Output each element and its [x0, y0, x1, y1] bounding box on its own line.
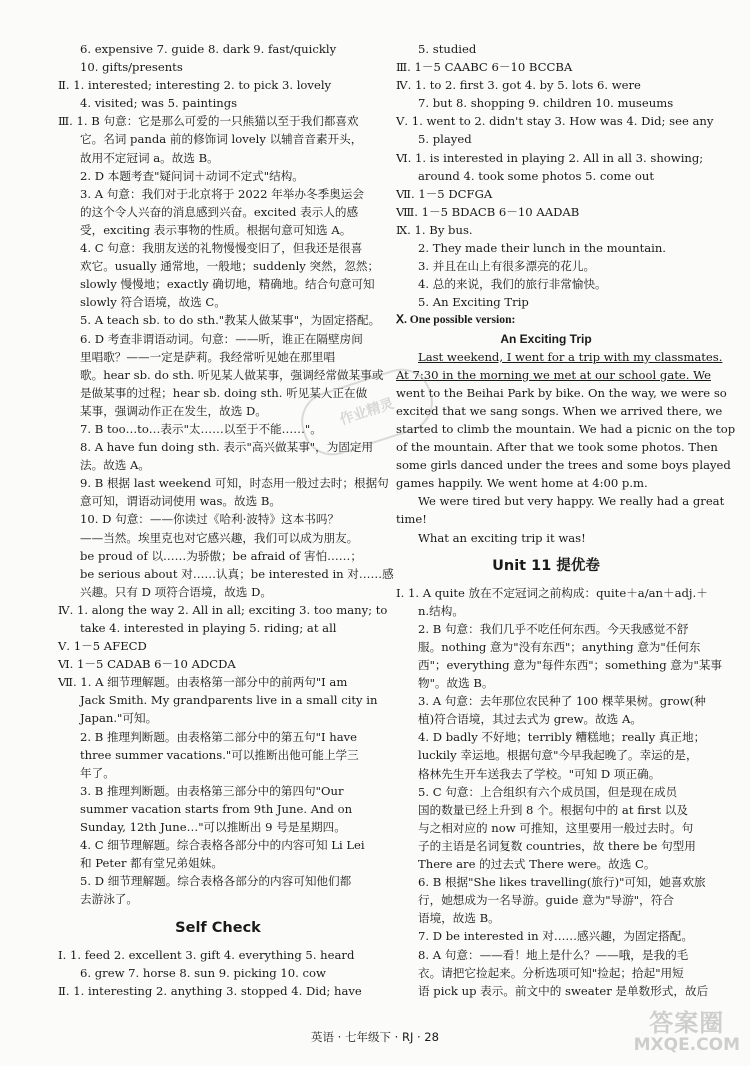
answer-line: Ⅵ. 1. is interested in playing 2. All in all 3. showing; — [396, 150, 704, 165]
answer-line: 某事，强调动作正在发生，故选 D。 — [80, 403, 267, 418]
answer-line: 歌。hear sb. do sth. 听见某人做某事，强调经常做某事或 — [80, 367, 384, 382]
answer-line: 3. A 句意：去年那位农民种了 100 棵苹果树。grow(种 — [418, 694, 706, 709]
answer-line: 服。nothing 意为"没有东西"；anything 意为"任何东 — [418, 639, 701, 654]
answer-line: 兴趣。只有 D 项符合语境，故选 D。 — [80, 584, 272, 599]
answer-line: 2. They made their lunch in the mountain. — [418, 241, 666, 256]
answer-line: 6. expensive 7. guide 8. dark 9. fast/quickly — [80, 42, 337, 56]
answer-line: 3. A 句意：我们对于北京将于 2022 年举办冬季奥运会 — [80, 186, 364, 201]
answer-line: 4. C 句意：我朋友送的礼物慢慢变旧了，但我还是很喜 — [80, 241, 363, 256]
answer-line: 7. B too…to…表示"太……以至于不能……"。 — [80, 421, 322, 436]
answer-line: 7. D be interested in 对……感兴趣，为固定搭配。 — [418, 929, 693, 944]
answer-line: 意可知，谓语动词使用 was。故选 B。 — [80, 494, 281, 509]
answer-line: Ⅸ. 1. By bus. — [396, 222, 473, 237]
answer-line: ——当然。埃里克也对它感兴趣，我们可以成为朋友。 — [80, 530, 359, 545]
answer-line: 2. D 本题考查"疑问词＋动词不定式"结构。 — [80, 168, 304, 183]
answer-line: 8. A have fun doing sth. 表示"高兴做某事"，为固定用 — [80, 440, 374, 455]
essay-line: time! — [396, 512, 427, 527]
answer-line: 去游泳了。 — [80, 892, 138, 907]
essay-line: What an exciting trip it was! — [418, 530, 586, 545]
answer-line: 里唱歌？——一定是萨莉。我经常听见她在那里唱 — [80, 349, 336, 364]
answer-line: 5. studied — [418, 42, 477, 56]
essay-line-text: started to climb the mountain. We had a picnic on the top — [396, 421, 736, 436]
answer-line: Ⅴ. 1－5 AFECD — [58, 639, 147, 654]
answer-line: 年了。 — [80, 765, 115, 780]
essay-line: We were tired but very happy. We really had a great — [418, 494, 725, 509]
left-column — [58, 40, 394, 1000]
answer-line: 9. B 根据 last weekend 可知，时态用一般过去时；根据句 — [80, 476, 389, 491]
answer-line: 5. played — [418, 132, 472, 147]
answer-line: Jack Smith. My grandparents live in a small city in — [80, 693, 378, 708]
essay-line — [396, 474, 696, 492]
answer-line: 7. but 8. shopping 9. children 10. museums — [418, 96, 674, 111]
answer-line: 子的主语是名词复数 countries，故 there be 句型用 — [418, 838, 696, 853]
answer-line: 国的数量已经上升到 8 个。根据句中的 at first 以及 — [418, 802, 688, 817]
answer-line: 6. B 根据"She likes travelling(旅行)"可知，她喜欢旅 — [418, 875, 706, 890]
answer-line: n.结构。 — [418, 603, 464, 618]
answer-line: 5. C 句意：上合组织有六个成员国，但是现在成员 — [418, 784, 678, 799]
answer-line: Ⅶ. 1－5 DCFGA — [396, 186, 493, 201]
writing-label: Ⅹ. One possible version: — [396, 313, 516, 327]
answer-line: Ⅲ. 1－5 CAABC 6－10 BCCBA — [396, 60, 573, 75]
essay-line — [396, 366, 711, 384]
answer-line: 6. grew 7. horse 8. sun 9. picking 10. cow — [80, 965, 326, 980]
essay-line — [396, 456, 731, 474]
answer-line: Ⅳ. 1. to 2. first 3. got 4. by 5. lots 6. were — [396, 78, 641, 93]
answer-line: be proud of 以……为骄傲；be afraid of 害怕……； — [80, 548, 362, 563]
watermark-line2: MXQE.COM — [633, 1035, 740, 1055]
right-column — [396, 40, 736, 1000]
answer-line: 5. D 细节理解题。综合表格各部分的内容可知他们都 — [80, 874, 352, 889]
answer-line: 故用不定冠词 a。故选 B。 — [80, 150, 219, 165]
essay-line — [396, 438, 718, 456]
essay-line-text: of the mountain. After that we took some photos. Then — [396, 440, 718, 455]
answer-line: Ⅴ. 1. went to 2. didn't stay 3. How was 4. Did; see any — [396, 114, 714, 129]
answer-line: 西"；everything 意为"每件东西"；something 意为"某事 — [418, 658, 723, 672]
answer-line: Ⅶ. 1. A 细节理解题。由表格第一部分中的前两句"I am — [58, 675, 348, 690]
answer-line: 4. D badly 不好地；terribly 糟糕地；really 真正地； — [418, 730, 706, 745]
answer-line: 语境，故选 B。 — [418, 911, 500, 926]
answer-line: 是做某事的过程；hear sb. doing sth. 听见某人正在做 — [80, 385, 368, 400]
essay-line — [396, 420, 736, 438]
answer-line: 5. An Exciting Trip — [418, 295, 529, 310]
answer-line: summer vacation starts from 9th June. And on — [80, 801, 353, 816]
answer-line: Ⅷ. 1－5 BDACB 6－10 AADAB — [396, 204, 580, 219]
answer-line: 欢它。usually 通常地，一般地；suddenly 突然，忽然； — [80, 259, 380, 274]
answer-line: 6. D 考查非谓语动词。句意：——听，谁正在隔壁房间 — [80, 331, 363, 346]
watermark-logo — [633, 1009, 740, 1056]
answer-line: Ⅱ. 1. interested; interesting 2. to pick 3. lovely — [58, 78, 332, 93]
answer-line: Ⅰ. 1. A quite 放在不定冠词之前构成：quite＋a/an＋adj.＋ — [396, 585, 708, 600]
answer-line: Sunday, 12th June…"可以推断出 9 号是星期四。 — [80, 820, 346, 835]
answer-line: 5. A teach sb. to do sth."教某人做某事"，为固定搭配。 — [80, 313, 381, 328]
answer-line: 植)符合语境，其过去式为 grew。故选 A。 — [418, 712, 642, 727]
answer-line: take 4. interested in playing 5. riding; at all — [80, 621, 337, 635]
answer-line: 4. visited; was 5. paintings — [80, 96, 238, 111]
answer-line: 行，她想成为一名导游。guide 意为"导游"，符合 — [418, 893, 674, 908]
answer-line: 2. B 句意：我们几乎不吃任何东西。今天我感觉不舒 — [418, 621, 689, 636]
answer-line: 10. gifts/presents — [80, 60, 183, 75]
answer-line: be serious about 对……认真；be interested in 对……感 — [80, 566, 394, 581]
answer-line: Ⅲ. 1. B 句意：它是那么可爱的一只熊猫以至于我们都喜欢 — [58, 114, 359, 129]
essay-line-text: excited that we sang songs. When we arrived there, we — [396, 403, 723, 418]
answer-line: 语 pick up 表示。前文中的 sweater 是单数形式，故后 — [418, 983, 709, 998]
answer-line: 4. 总的来说，我们的旅行非常愉快。 — [418, 277, 607, 292]
answer-line: 4. C 细节理解题。综合表格各部分中的内容可知 Li Lei — [80, 838, 365, 853]
answer-line: 衣。请把它捡起来。分析选项可知"捡起；拾起"用短 — [418, 965, 684, 980]
answer-line: 它。名词 panda 前的修饰词 lovely 以辅音音素开头， — [80, 132, 363, 147]
answer-line: 物"。故选 B。 — [418, 676, 494, 691]
essay-line-text: At 7:30 in the morning we met at our school gate. We — [396, 367, 711, 382]
answer-line: Ⅵ. 1－5 CADAB 6－10 ADCDA — [58, 657, 236, 672]
stamp-text: 作业精灵 — [337, 395, 397, 429]
answer-line: luckily 幸运地。根据句意"今早我起晚了。幸运的是， — [418, 748, 698, 763]
essay-title: An Exciting Trip — [500, 331, 592, 346]
answer-line: slowly 慢慢地；exactly 确切地，精确地。结合句意可知 — [80, 277, 375, 292]
answer-line: 3. B 推理判断题。由表格第三部分中的第四句"Our — [80, 783, 344, 798]
answer-line: 和 Peter 都有堂兄弟姐妹。 — [80, 856, 223, 871]
essay-line-text: Last weekend, I went for a trip with my classmates. — [418, 349, 723, 364]
answer-line: Ⅰ. 1. feed 2. excellent 3. gift 4. everything 5. heard — [58, 947, 355, 962]
essay-line — [396, 348, 723, 366]
answer-line: 2. B 推理判断题。由表格第二部分中的第五句"I have — [80, 729, 358, 744]
essay-line — [396, 402, 723, 420]
essay-line-text: went to the Beihai Park by bike. On the way, we were so — [396, 385, 727, 400]
answer-line: 格林先生开车送我去了学校。"可知 D 项正确。 — [418, 766, 661, 781]
answer-line: Ⅱ. 1. interesting 2. anything 3. stopped 4. Did; have — [58, 983, 362, 998]
answer-line: around 4. took some photos 5. come out — [418, 168, 655, 183]
answer-line: 法。故选 A。 — [80, 458, 151, 473]
answer-line: 受，exciting 表示事物的性质。根据句意可知选 A。 — [80, 222, 352, 237]
answer-line: slowly 符合语境，故选 C。 — [80, 295, 226, 310]
essay-line — [396, 384, 727, 402]
answer-line: three summer vacations."可以推断出他可能上学三 — [80, 747, 359, 762]
answer-line: 与之相对应的 now 可推知，这里要用一般过去时。句 — [418, 820, 694, 835]
essay-line-text: some girls danced under the trees and some boys played — [396, 458, 731, 473]
answer-line: 10. D 句意：——你读过《哈利·波特》这本书吗？ — [80, 512, 340, 527]
answer-line: 的这个令人兴奋的消息感到兴奋。excited 表示人的感 — [80, 204, 359, 219]
answer-line: There are 的过去式 There were。故选 C。 — [418, 857, 656, 872]
answer-line: 8. A 句意：——看！地上是什么？——哦，是我的毛 — [418, 947, 689, 962]
essay-line-text: games happily. We went home at 4:00 p.m. — [396, 476, 648, 491]
answer-line: Japan."可知。 — [80, 711, 158, 726]
page-footer: 英语 · 七年级下 · RJ · 28 — [311, 1030, 439, 1044]
section-title-unit11: Unit 11 提优卷 — [492, 557, 600, 574]
answer-line: 3. 并且在山上有很多漂亮的花儿。 — [418, 259, 596, 274]
answer-line: Ⅳ. 1. along the way 2. All in all; exciting 3. too many; to — [58, 602, 388, 617]
watermark-line1: 答案圈 — [649, 1009, 725, 1037]
section-title-self-check: Self Check — [175, 919, 261, 936]
